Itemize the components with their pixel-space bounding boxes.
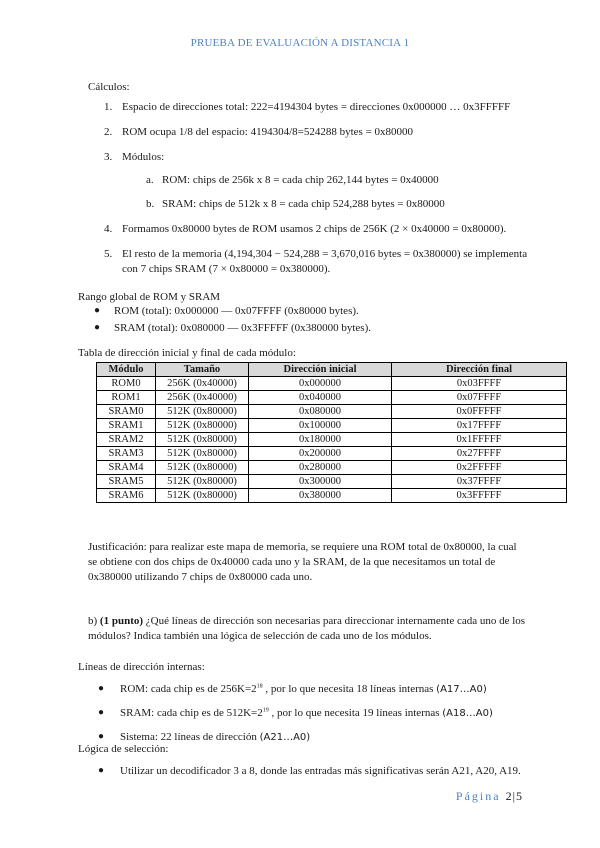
lineas-title: Líneas de dirección internas: — [78, 661, 205, 673]
table-row: SRAM0 512K (0x80000) 0x080000 0x0FFFFF — [97, 405, 567, 419]
list-item: 5. El resto de la memoria (4,194,304 − 524,288 = 3,670,016 bytes = 0x380000) se implementa con 7 chips SRAM (7 × 0x80000 = 0x380000). — [104, 248, 528, 275]
bullet-icon: ● — [94, 321, 101, 333]
list-item: 3. Módulos: a. ROM: chips de 256k x 8 = cada chip 262,144 bytes = 0x40000 b. SRAM: chips de 512k x 8 = cada chip 524,288 bytes = 0x80000 — [88, 150, 528, 213]
list-item: 4. Formamos 0x80000 bytes de ROM usamos 2 chips de 256K (2 × 0x40000 = 0x80000). — [104, 223, 507, 236]
table-row: SRAM5 512K (0x80000) 0x300000 0x37FFFF — [97, 475, 567, 489]
points-label: (1 punto) — [99, 615, 144, 627]
calculos-title: Cálculos: — [88, 81, 130, 93]
justificacion-paragraph: Justificación: para realizar este mapa de memoria, se requiere una ROM total de 0x80000, la cual se obtiene con dos chips de 0x40000 cada uno y la SRAM, de la que necesitamos un total de 0x380000 utilizando 7 chips de 0x80000 cada uno. — [88, 541, 517, 583]
table-row: SRAM6 512K (0x80000) 0x380000 0x3FFFFF — [97, 489, 567, 503]
column-header: Dirección inicial — [249, 363, 392, 377]
list-item: ● SRAM (total): 0x080000 — 0x3FFFFF (0x380000 bytes). — [94, 321, 371, 334]
footer-label: Página — [455, 789, 501, 803]
list-item: ● SRAM: cada chip es de $512K=2^{19}$ , por lo que necesita 19 líneas internas (A18…A0) — [98, 706, 493, 719]
table-row: ROM1 256K (0x40000) 0x040000 0x07FFFF — [97, 391, 567, 405]
calculos-list — [88, 100, 528, 287]
list-item: ● ROM: cada chip es de $256K=2^{18}$ , por lo que necesita 18 líneas internas (A17…A0) — [98, 683, 487, 695]
column-header: Dirección final — [392, 363, 567, 377]
column-header: Tamaño — [156, 363, 249, 377]
bullet-icon: ● — [98, 683, 105, 694]
column-header: Módulo — [97, 363, 156, 377]
part-b-question: b) (1 punto) ¿Qué líneas de dirección son necesarias para direccionar internamente cada uno de los módulos? Indica también una lógica de selección de cada uno de los módulos. — [88, 615, 526, 642]
table-header-row — [97, 363, 567, 377]
table-row: SRAM1 512K (0x80000) 0x100000 0x17FFFF — [97, 419, 567, 433]
list-item: ● Utilizar un decodificador 3 a 8, donde las entradas más significativas serán A21, A20, A19. — [98, 765, 521, 777]
table-row: SRAM4 512K (0x80000) 0x280000 0x2FFFFF — [97, 461, 567, 475]
list-item: ● ROM (total): 0x000000 — 0x07FFFF (0x80000 bytes). — [94, 305, 359, 317]
rango-list — [78, 304, 371, 338]
page-header: PRUEBA DE EVALUACIÓN A DISTANCIA 1 — [190, 37, 410, 49]
page-number: 2 — [505, 789, 512, 803]
bullet-icon: ● — [94, 305, 101, 316]
list-item: a. ROM: chips de 256k x 8 = cada chip 262,144 bytes = 0x40000 — [146, 173, 439, 186]
logica-title: Lógica de selección: — [78, 743, 169, 755]
memory-map-table — [96, 362, 567, 503]
tabla-title: Tabla de dirección inicial y final de cada módulo: — [78, 347, 296, 359]
table-row: ROM0 256K (0x40000) 0x000000 0x03FFFF — [97, 377, 567, 391]
rango-title: Rango global de ROM y SRAM — [78, 291, 221, 303]
list-item: 1. Espacio de direcciones total: 222=4194304 bytes = direcciones 0x000000 … 0x3FFFFF — [104, 101, 511, 113]
list-item: ● Sistema: 22 líneas de dirección (A21…A0) — [98, 730, 311, 743]
table-row: SRAM3 512K (0x80000) 0x200000 0x27FFFF — [97, 447, 567, 461]
bullet-icon: ● — [98, 706, 105, 718]
bullet-icon: ● — [98, 730, 105, 742]
modulos-sublist — [122, 173, 528, 213]
footer-separator: | — [512, 789, 515, 803]
logica-list — [78, 764, 538, 781]
list-item: 2. ROM ocupa 1/8 del espacio: 4194304/8=524288 bytes = 0x80000 — [104, 125, 414, 138]
table-row: SRAM2 512K (0x80000) 0x180000 0x1FFFFF — [97, 433, 567, 447]
list-item: b. SRAM: chips de 512k x 8 = cada chip 524,288 bytes = 0x80000 — [146, 198, 445, 211]
page-total: 5 — [516, 789, 522, 803]
bullet-icon: ● — [98, 765, 105, 776]
page-footer — [456, 788, 522, 804]
